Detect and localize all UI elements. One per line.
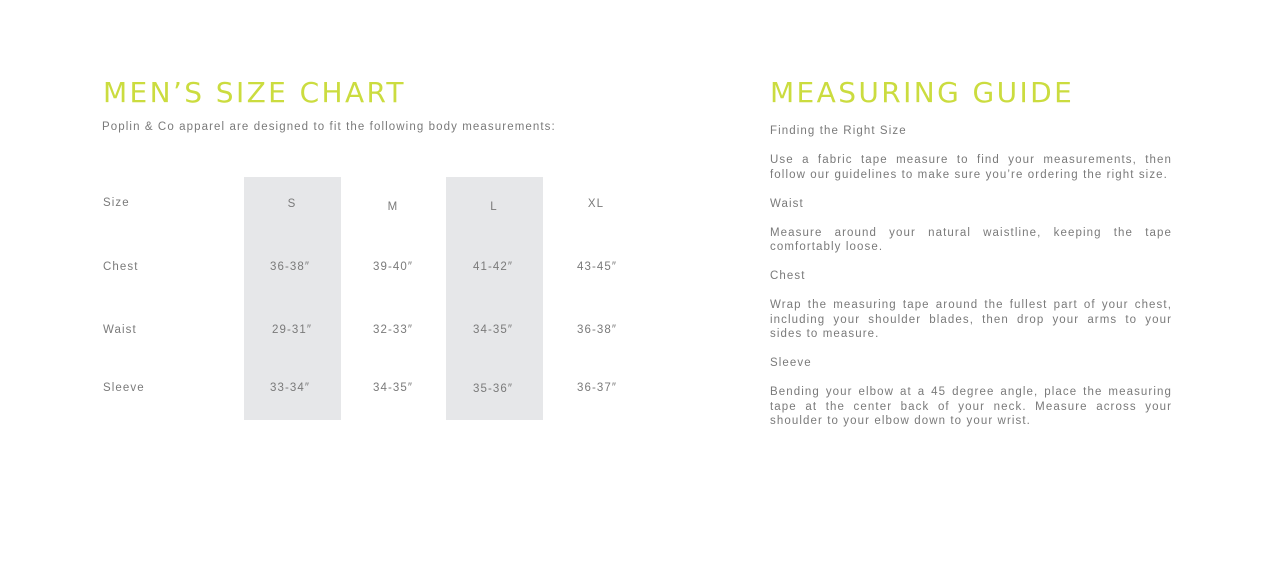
- sleeve-l-value: 35-36″: [472, 383, 514, 395]
- waist-m-value: 32-33″: [372, 324, 414, 336]
- chest-l-value: 41-42″: [472, 261, 514, 273]
- chest-m-value: 39-40″: [372, 261, 414, 273]
- row-label-sleeve: Sleeve: [103, 382, 145, 394]
- guide-sleeve-heading: Sleeve: [770, 357, 812, 369]
- waist-l-value: 34-35″: [472, 324, 514, 336]
- sleeve-s-value: 33-34″: [269, 382, 311, 394]
- measuring-guide-title: MEASURING GUIDE: [770, 76, 1075, 109]
- row-label-waist: Waist: [103, 324, 137, 336]
- measuring-guide-body: [770, 124, 1172, 443]
- size-chart-title: MEN’S SIZE CHART: [103, 76, 406, 109]
- chest-xl-value: 43-45″: [576, 261, 618, 273]
- sleeve-m-value: 34-35″: [372, 382, 414, 394]
- sleeve-xl-value: 36-37″: [576, 382, 618, 394]
- guide-intro-text: Use a fabric tape measure to find your measurements, then follow our guidelines to make sure you’re ordering the right size.: [770, 154, 1172, 181]
- size-header-l: L: [490, 201, 498, 213]
- size-chart-subtitle: Poplin & Co apparel are designed to fit the following body measurements:: [102, 121, 556, 133]
- guide-waist-text: Measure around your natural waistline, keeping the tape comfortably loose.: [770, 226, 1172, 253]
- guide-intro-heading: Finding the Right Size: [770, 125, 907, 137]
- size-header-m: M: [387, 201, 399, 213]
- guide-chest-heading: Chest: [770, 270, 806, 282]
- guide-chest-text: Wrap the measuring tape around the fullest part of your chest, including your shoulder blades, then drop your arms to your sides to measure.: [770, 299, 1172, 340]
- size-header-xl: XL: [587, 198, 605, 210]
- size-header-label: Size: [103, 197, 130, 209]
- waist-xl-value: 36-38″: [576, 324, 618, 336]
- row-label-chest: Chest: [103, 261, 139, 273]
- guide-sleeve-text: Bending your elbow at a 45 degree angle, place the measuring tape at the center back of your neck. Measure across your shoulder to your elbow down to your wrist.: [770, 386, 1172, 427]
- guide-waist-heading: Waist: [770, 197, 804, 210]
- size-header-s: S: [287, 198, 297, 210]
- waist-s-value: 29-31″: [271, 324, 313, 336]
- chest-s-value: 36-38″: [269, 261, 311, 273]
